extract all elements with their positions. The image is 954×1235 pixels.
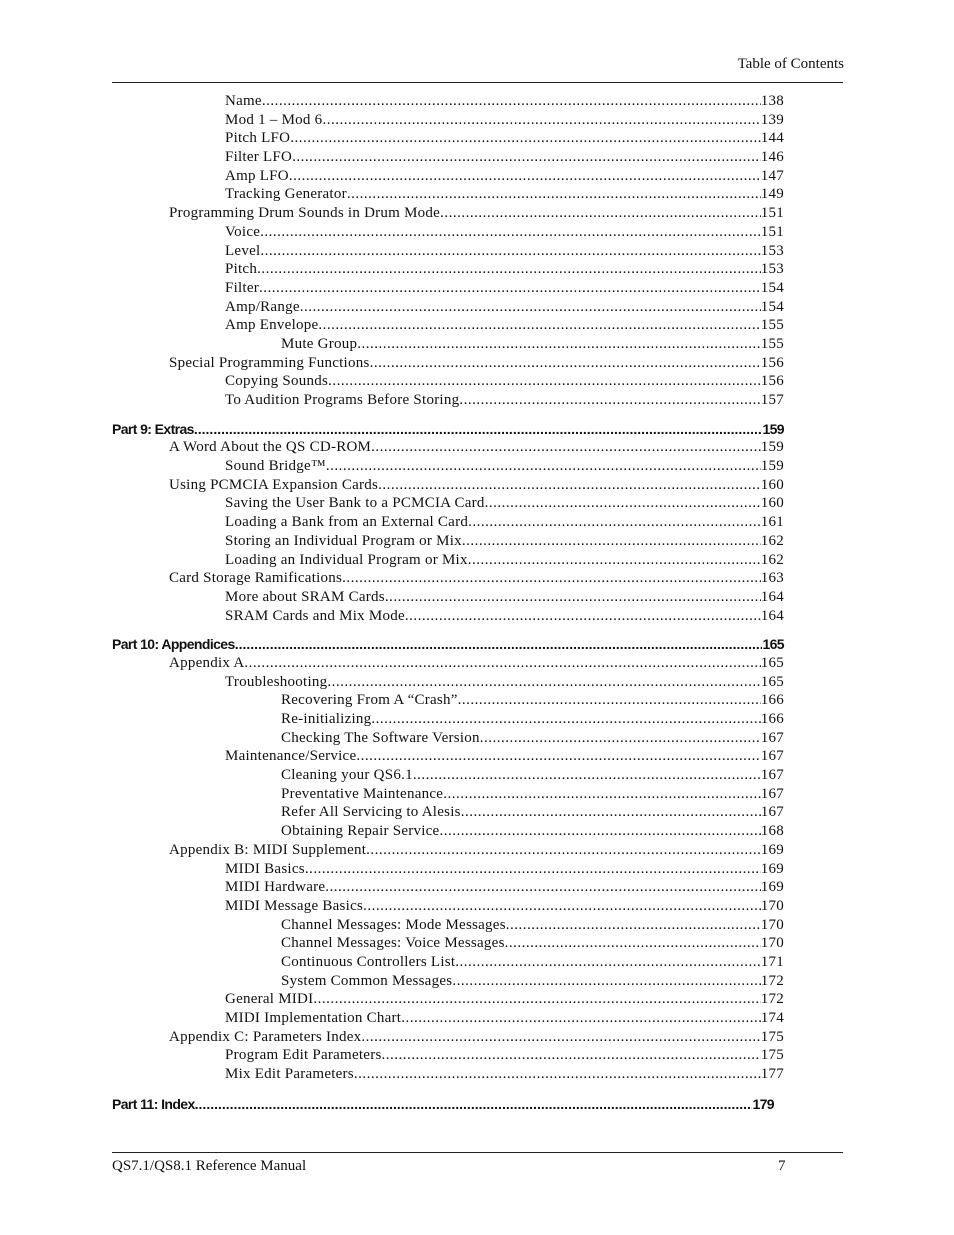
toc-entry[interactable] xyxy=(112,457,784,476)
dot-leader xyxy=(195,1095,753,1114)
toc-entry-page: 144 xyxy=(760,130,784,147)
toc-entry-label: Refer All Servicing to Alesis xyxy=(281,804,461,821)
toc-entry-page: 163 xyxy=(760,570,784,587)
dot-leader xyxy=(371,438,761,457)
toc-entry[interactable] xyxy=(112,391,784,410)
dot-leader xyxy=(366,841,761,860)
toc-entry-page: 160 xyxy=(760,476,784,493)
toc-entry[interactable] xyxy=(112,1065,784,1084)
toc-entry[interactable] xyxy=(112,822,784,841)
toc-entry[interactable] xyxy=(112,972,784,991)
toc-entry-label: Program Edit Parameters xyxy=(225,1047,382,1064)
toc-entry-label: Re-initializing xyxy=(281,711,372,727)
toc-entry-page: 162 xyxy=(760,551,784,568)
toc-entry-page: 167 xyxy=(760,729,784,746)
toc-entry-page: 169 xyxy=(760,879,784,896)
dot-leader xyxy=(326,457,761,476)
footer-rule xyxy=(112,1152,843,1153)
toc-entry-label: Pitch xyxy=(225,261,258,278)
toc-entry-label: MIDI Basics xyxy=(225,860,305,877)
toc-entry-label: A Word About the QS CD-ROM xyxy=(169,439,372,456)
toc-entry-label: MIDI Implementation Chart xyxy=(225,1010,402,1026)
dot-leader xyxy=(440,204,761,223)
toc-entry-label: Mod 1 – Mod 6 xyxy=(225,111,323,128)
toc-entry-page: 170 xyxy=(760,897,784,914)
dot-leader xyxy=(260,242,760,261)
toc-entry-page: 177 xyxy=(760,1066,784,1083)
toc-entry-page: 139 xyxy=(760,111,784,128)
dot-leader xyxy=(305,860,761,879)
dot-leader xyxy=(505,934,761,953)
toc-entry-label: Cleaning your QS6.1 xyxy=(281,767,413,784)
toc-entry[interactable] xyxy=(112,167,784,186)
dot-leader xyxy=(292,148,761,167)
dot-leader xyxy=(354,1065,761,1084)
toc-entry-label: Card Storage Ramifications xyxy=(169,570,343,587)
dot-leader xyxy=(257,260,761,279)
toc-entry-label: More about SRAM Cards xyxy=(225,588,385,605)
dot-leader xyxy=(361,1028,760,1047)
dot-leader xyxy=(468,551,761,570)
toc-entry-page: 153 xyxy=(760,261,784,278)
toc-entry[interactable] xyxy=(112,897,784,916)
toc-part-heading[interactable] xyxy=(112,420,784,439)
dot-leader xyxy=(259,279,761,298)
footer-manual-title: QS7.1/QS8.1 Reference Manual xyxy=(112,1158,307,1174)
toc-entry[interactable] xyxy=(112,354,784,373)
toc-entry-page: 154 xyxy=(760,298,784,315)
toc-entry-page: 169 xyxy=(760,841,784,858)
toc-entry-label: Preventative Maintenance xyxy=(281,785,444,802)
toc-entry[interactable] xyxy=(112,710,784,729)
toc-entry[interactable] xyxy=(112,654,784,673)
toc-entry[interactable] xyxy=(112,803,784,822)
dot-leader xyxy=(363,897,761,916)
toc-entry-label: Tracking Generator xyxy=(225,186,347,203)
header-rule xyxy=(112,82,843,83)
toc-entry-label: SRAM Cards and Mix Mode xyxy=(225,607,405,624)
toc-entry-page: 170 xyxy=(760,935,784,952)
dot-leader xyxy=(371,710,760,729)
footer-page-number: 7 xyxy=(778,1158,786,1174)
dot-leader xyxy=(262,92,761,111)
toc-entry-page: 179 xyxy=(752,1095,774,1112)
toc-entry[interactable] xyxy=(112,438,784,457)
dot-leader xyxy=(370,354,761,373)
toc-entry[interactable] xyxy=(112,298,784,317)
toc-entry-label: Appendix C: Parameters Index xyxy=(169,1028,362,1045)
toc-entry-page: 165 xyxy=(760,654,784,671)
toc-entry[interactable] xyxy=(112,111,784,130)
dot-leader xyxy=(459,391,760,410)
dot-leader xyxy=(322,111,760,130)
toc-entry[interactable] xyxy=(112,551,784,570)
toc-entry[interactable] xyxy=(112,860,784,879)
toc-entry-label: Saving the User Bank to a PCMCIA Card xyxy=(225,495,485,512)
toc-entry-label: To Audition Programs Before Storing xyxy=(225,392,460,408)
toc-entry[interactable] xyxy=(112,1028,784,1047)
dot-leader xyxy=(458,691,761,710)
dot-leader xyxy=(452,972,760,991)
toc-entry-label: Channel Messages: Voice Messages xyxy=(281,935,505,952)
toc-entry[interactable] xyxy=(112,513,784,532)
toc-entry-page: 174 xyxy=(760,1010,784,1026)
toc-entry[interactable] xyxy=(112,747,784,766)
toc-entry-page: 162 xyxy=(760,532,784,549)
dot-leader xyxy=(439,822,760,841)
toc-entry[interactable] xyxy=(112,953,784,972)
toc-entry-label: Mute Group xyxy=(281,335,358,352)
toc-entry[interactable] xyxy=(112,476,784,495)
toc-entry-label: Using PCMCIA Expansion Cards xyxy=(169,476,379,493)
toc-entry-page: 170 xyxy=(760,916,784,933)
toc-entry-page: 165 xyxy=(762,636,784,653)
toc-entry-page: 167 xyxy=(760,748,784,765)
toc-entry[interactable] xyxy=(112,242,784,261)
dot-leader xyxy=(357,335,761,354)
toc-entry-label: Recovering From A “Crash” xyxy=(281,692,458,709)
dot-leader xyxy=(260,223,761,242)
toc-entry-page: 138 xyxy=(760,93,784,109)
toc-entry-label: Programming Drum Sounds in Drum Mode xyxy=(169,205,441,222)
dot-leader xyxy=(325,878,760,897)
toc-entry-page: 149 xyxy=(760,186,784,203)
toc-entry[interactable] xyxy=(112,335,784,354)
toc-entry-label: Special Programming Functions xyxy=(169,354,370,371)
toc-entry-label: Amp Envelope xyxy=(225,317,319,334)
toc-entry-label: Continuous Controllers List xyxy=(281,953,456,970)
toc-entry-label: MIDI Hardware xyxy=(225,879,326,896)
toc-entry-label: System Common Messages xyxy=(281,972,453,989)
toc-entry[interactable] xyxy=(112,279,784,298)
toc-entry-page: 155 xyxy=(760,317,784,334)
toc-entry-page: 164 xyxy=(760,607,784,624)
dot-leader xyxy=(378,476,761,495)
toc-entry-page: 156 xyxy=(760,354,784,371)
toc-entry-label: Appendix A xyxy=(169,654,245,671)
toc-entry[interactable] xyxy=(112,729,784,748)
toc-entry[interactable] xyxy=(112,878,784,897)
toc-entry-page: 167 xyxy=(760,804,784,821)
toc-entry[interactable] xyxy=(112,129,784,148)
toc-entry-page: 167 xyxy=(760,767,784,784)
toc-entry-label: Storing an Individual Program or Mix xyxy=(225,532,462,549)
toc-entry[interactable] xyxy=(112,990,784,1009)
table-of-contents xyxy=(112,92,784,1113)
toc-entry-page: 164 xyxy=(760,588,784,605)
toc-entry-label: Pitch LFO xyxy=(225,130,291,147)
dot-leader xyxy=(413,766,761,785)
toc-entry-page: 147 xyxy=(760,167,784,184)
toc-entry[interactable] xyxy=(112,532,784,551)
dot-leader xyxy=(385,588,761,607)
toc-entry-page: 157 xyxy=(760,392,784,408)
toc-entry-label: Voice xyxy=(225,223,261,240)
toc-entry-page: 146 xyxy=(760,149,784,166)
dot-leader xyxy=(290,129,761,148)
toc-entry[interactable] xyxy=(112,1046,784,1065)
toc-entry[interactable] xyxy=(112,841,784,860)
toc-entry-label: Troubleshooting xyxy=(225,673,328,690)
header-title: Table of Contents xyxy=(737,56,844,72)
toc-entry-label: Level xyxy=(225,242,261,259)
dot-leader xyxy=(244,654,760,673)
toc-entry-page: 168 xyxy=(760,823,784,840)
toc-entry-label: Obtaining Repair Service xyxy=(281,823,440,840)
toc-entry-page: 175 xyxy=(760,1047,784,1064)
toc-entry-label: Part 9: Extras xyxy=(112,420,194,437)
toc-entry-label: Maintenance/Service xyxy=(225,748,357,765)
dot-leader xyxy=(328,372,761,391)
toc-entry-label: Appendix B: MIDI Supplement xyxy=(169,841,367,858)
toc-entry-label: Mix Edit Parameters xyxy=(225,1066,354,1083)
dot-leader xyxy=(318,316,760,335)
toc-entry-page: 166 xyxy=(760,692,784,709)
dot-leader xyxy=(506,916,761,935)
toc-entry-label: Name xyxy=(225,93,262,109)
dot-leader xyxy=(356,747,760,766)
toc-entry-label: Checking The Software Version xyxy=(281,729,480,746)
toc-entry-page: 172 xyxy=(760,991,784,1008)
toc-entry-page: 151 xyxy=(760,223,784,240)
toc-entry-label: MIDI Message Basics xyxy=(225,897,364,914)
toc-entry[interactable] xyxy=(112,223,784,242)
toc-entry-label: Amp/Range xyxy=(225,298,300,315)
toc-entry-label: Part 10: Appendices xyxy=(112,636,235,653)
dot-leader xyxy=(327,673,760,692)
toc-entry-label: Loading a Bank from an External Card xyxy=(225,514,469,531)
toc-entry-page: 166 xyxy=(760,711,784,727)
toc-entry-page: 156 xyxy=(760,373,784,390)
toc-entry[interactable] xyxy=(112,260,784,279)
dot-leader xyxy=(342,569,761,588)
toc-entry-label: Filter xyxy=(225,279,259,296)
toc-entry-label: Sound Bridge™ xyxy=(225,458,326,475)
dot-leader xyxy=(485,494,761,513)
toc-entry-label: Amp LFO xyxy=(225,167,289,184)
toc-entry[interactable] xyxy=(112,934,784,953)
toc-entry[interactable] xyxy=(112,588,784,607)
toc-entry-label: Filter LFO xyxy=(225,149,293,166)
dot-leader xyxy=(289,167,761,186)
dot-leader xyxy=(455,953,760,972)
toc-entry-label: Copying Sounds xyxy=(225,373,329,390)
dot-leader xyxy=(462,532,761,551)
toc-entry-page: 159 xyxy=(762,420,784,437)
toc-entry[interactable] xyxy=(112,607,784,626)
toc-entry[interactable] xyxy=(112,691,784,710)
toc-entry-page: 159 xyxy=(760,458,784,475)
toc-entry-page: 160 xyxy=(760,495,784,512)
toc-entry[interactable] xyxy=(112,92,784,111)
toc-entry[interactable] xyxy=(112,673,784,692)
toc-entry-page: 155 xyxy=(760,335,784,352)
toc-entry[interactable] xyxy=(112,569,784,588)
toc-entry-page: 159 xyxy=(760,439,784,456)
dot-leader xyxy=(194,420,763,439)
toc-entry[interactable] xyxy=(112,1009,784,1028)
toc-entry-page: 171 xyxy=(760,953,784,970)
dot-leader xyxy=(405,607,761,626)
dot-leader xyxy=(461,803,761,822)
dot-leader xyxy=(313,990,760,1009)
toc-entry-label: Channel Messages: Mode Messages xyxy=(281,916,506,933)
toc-entry-page: 167 xyxy=(760,785,784,802)
dot-leader xyxy=(235,635,763,654)
dot-leader xyxy=(401,1009,761,1028)
dot-leader xyxy=(468,513,761,532)
toc-entry-page: 153 xyxy=(760,242,784,259)
toc-entry-page: 175 xyxy=(760,1028,784,1045)
toc-entry-page: 172 xyxy=(760,972,784,989)
toc-entry-label: Part 11: Index xyxy=(112,1095,195,1112)
toc-entry[interactable] xyxy=(112,185,784,204)
toc-entry[interactable] xyxy=(112,204,784,223)
toc-part-heading[interactable] xyxy=(112,1095,774,1114)
toc-entry[interactable] xyxy=(112,494,784,513)
toc-entry[interactable] xyxy=(112,785,784,804)
dot-leader xyxy=(347,185,761,204)
toc-entry-page: 165 xyxy=(760,673,784,690)
toc-entry-page: 154 xyxy=(760,279,784,296)
dot-leader xyxy=(480,729,761,748)
toc-entry-page: 169 xyxy=(760,860,784,877)
toc-entry[interactable] xyxy=(112,316,784,335)
toc-entry[interactable] xyxy=(112,148,784,167)
toc-entry-page: 151 xyxy=(760,205,784,222)
toc-part-heading[interactable] xyxy=(112,635,784,654)
toc-entry-label: General MIDI xyxy=(225,991,314,1008)
dot-leader xyxy=(443,785,761,804)
toc-entry-page: 161 xyxy=(760,514,784,531)
dot-leader xyxy=(382,1046,761,1065)
toc-entry[interactable] xyxy=(112,372,784,391)
toc-entry-label: Loading an Individual Program or Mix xyxy=(225,551,468,568)
dot-leader xyxy=(300,298,761,317)
toc-entry[interactable] xyxy=(112,766,784,785)
toc-entry[interactable] xyxy=(112,916,784,935)
